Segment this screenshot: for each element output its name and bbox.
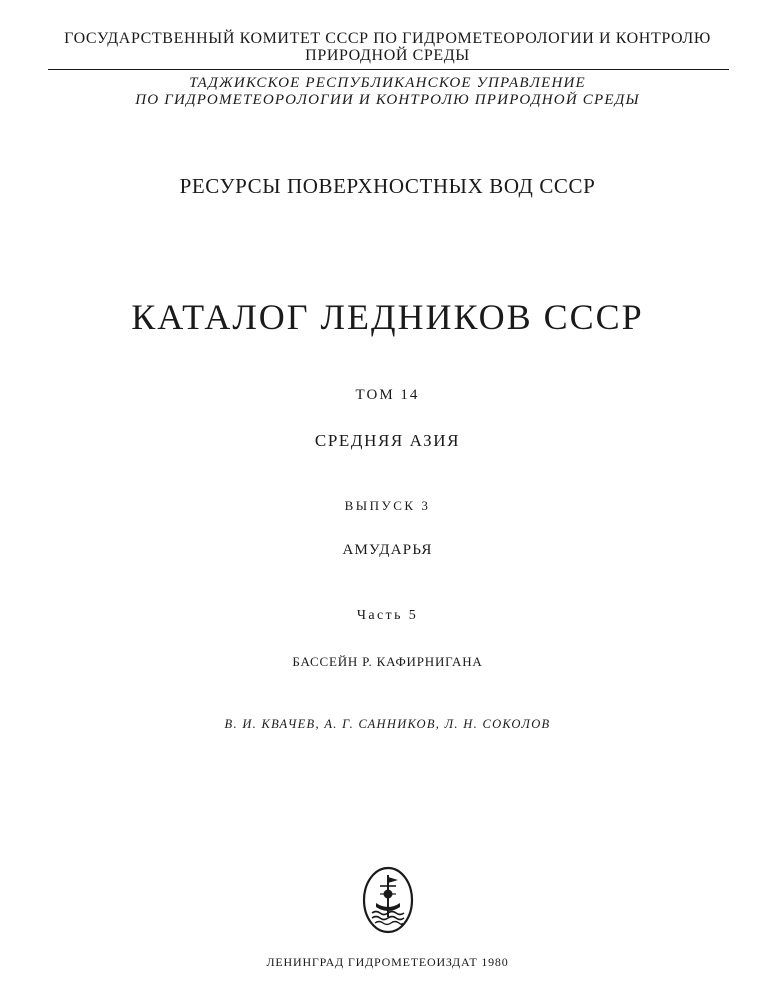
book-title: КАТАЛОГ ЛЕДНИКОВ СССР <box>131 297 644 337</box>
volume-number: ТОМ 14 <box>355 387 420 403</box>
publisher-emblem-icon <box>358 865 418 935</box>
header-divider <box>48 69 729 70</box>
river-name: АМУДАРЬЯ <box>342 542 433 558</box>
imprint: ЛЕНИНГРАД ГИДРОМЕТЕОИЗДАТ 1980 <box>266 955 509 969</box>
organization-line-2: ПРИРОДНОЙ СРЕДЫ <box>305 47 470 64</box>
sub-organization-line-1: ТАДЖИКСКОЕ РЕСПУБЛИКАНСКОЕ УПРАВЛЕНИЕ <box>189 75 586 91</box>
issue-number: ВЫПУСК 3 <box>344 498 431 513</box>
region-name: СРЕДНЯЯ АЗИЯ <box>314 431 461 450</box>
sub-organization-line-2: ПО ГИДРОМЕТЕОРОЛОГИИ И КОНТРОЛЮ ПРИРОДНОЙ СРЕДЫ <box>135 92 640 108</box>
organization-line-1: ГОСУДАРСТВЕННЫЙ КОМИТЕТ СССР ПО ГИДРОМЕТЕОРОЛОГИИ И КОНТРОЛЮ <box>64 30 711 47</box>
authors: В. И. КВАЧЕВ, А. Г. САННИКОВ, Л. Н. СОКОЛОВ <box>224 717 551 731</box>
part-number: Часть 5 <box>356 608 419 623</box>
basin-name: БАССЕЙН Р. КАФИРНИГАНА <box>292 654 483 669</box>
series-title: РЕСУРСЫ ПОВЕРХНОСТНЫХ ВОД СССР <box>179 174 596 198</box>
